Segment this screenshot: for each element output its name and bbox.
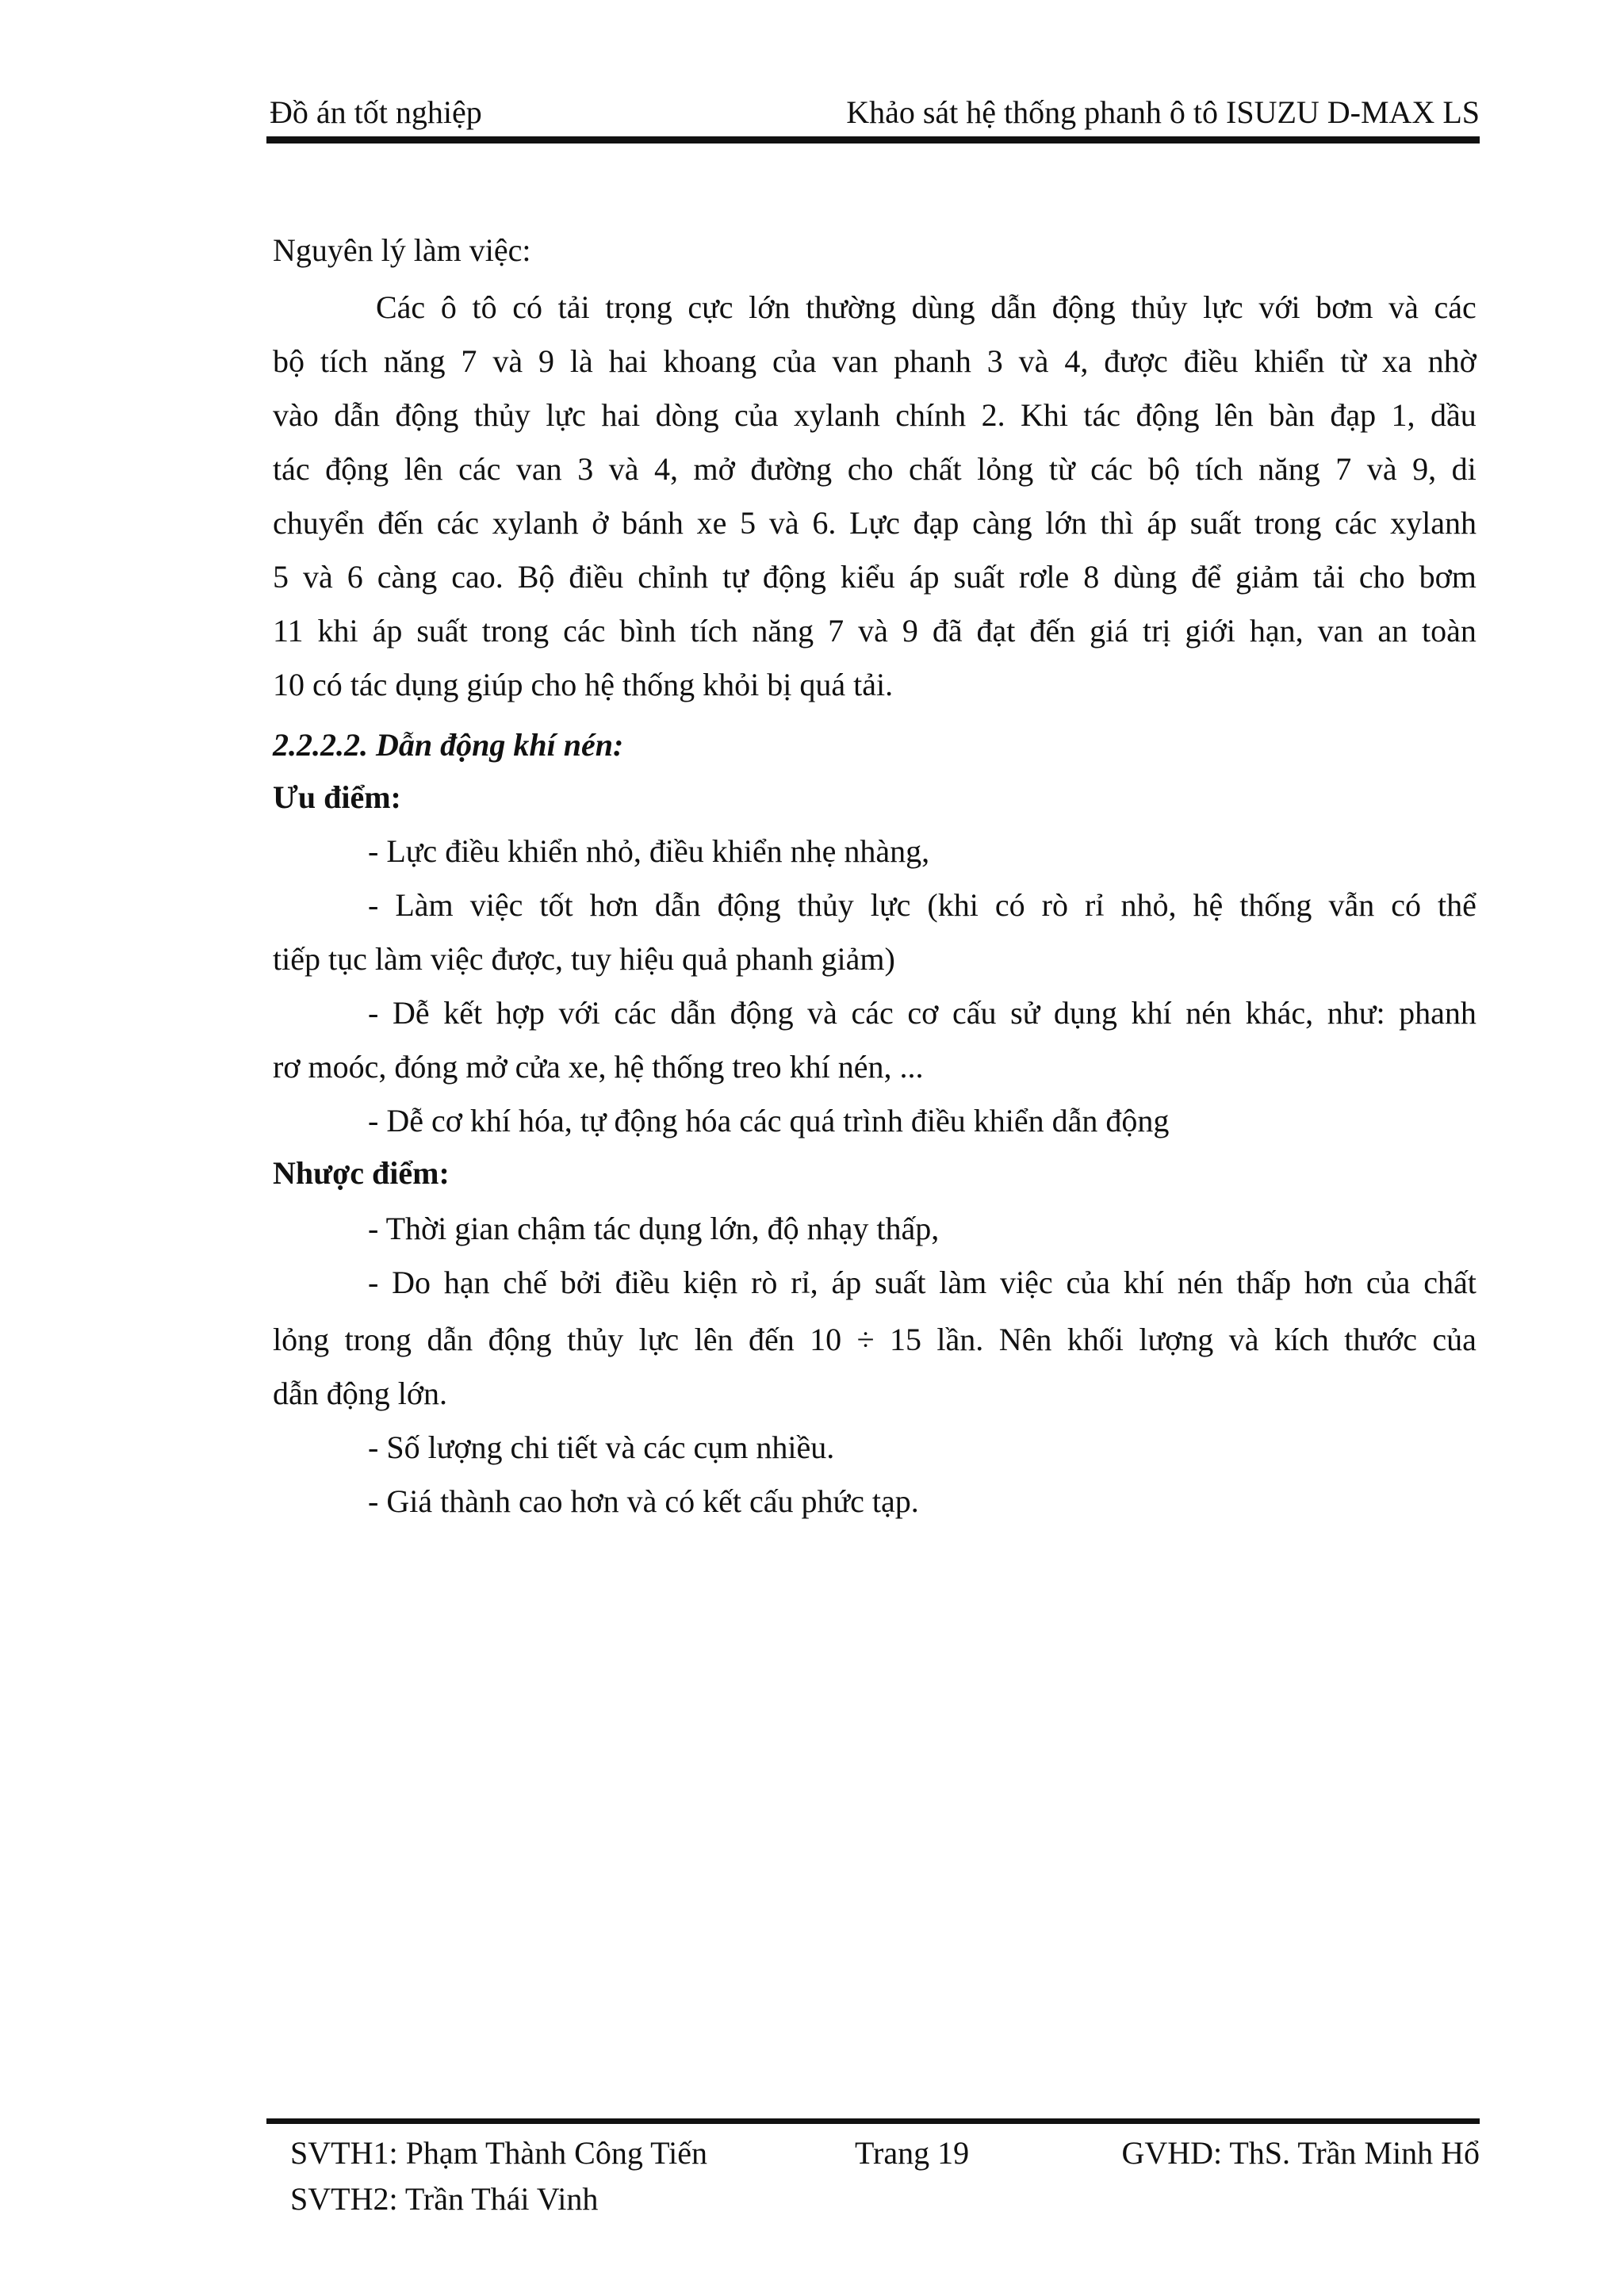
word: điều [615,1265,670,1300]
word: bộ [1147,451,1180,487]
word: và [1018,343,1049,379]
word: các [436,505,479,541]
word: suất [875,1265,926,1300]
word: thủy [1131,289,1188,325]
word: ở [592,505,609,541]
word: dầu [1430,397,1477,433]
word: động [488,1322,552,1357]
word: trong [1254,505,1322,541]
word: ÷ [856,1322,875,1357]
word: - [368,887,379,923]
word: an [1377,613,1408,649]
word: giá [1090,613,1128,649]
word: hệ [1193,887,1224,923]
word: 6 [347,559,363,595]
word: trọng [605,289,672,325]
word: của [1066,1265,1110,1300]
paragraph-line [273,504,1477,541]
word: Bộ [517,559,555,595]
word: chính [895,397,967,433]
word: 5 [740,505,756,541]
word: được [1104,343,1168,379]
word: vẫn [1328,887,1375,923]
word: dẫn [334,397,380,433]
word: kích [1274,1322,1329,1357]
footer-student-1: SVTH1: Phạm Thành Công Tiến [290,2135,707,2171]
word: rò [1041,887,1068,923]
word: năng [1258,451,1320,487]
word: bình [619,613,676,649]
word: lên [404,451,443,487]
word: động [1051,289,1116,325]
word: 11 [273,613,304,649]
word: đạt [976,613,1016,649]
word: cấu [952,995,997,1031]
word: lực [546,397,586,433]
word: dẫn [990,289,1037,325]
word: toàn [1422,613,1477,649]
footer-advisor: GVHD: ThS. Trần Minh Hổ [1121,2135,1480,2171]
word: các [1434,289,1477,325]
word: lực [1203,289,1243,325]
word: áp [1147,505,1178,541]
word: chuyển [273,505,365,541]
word: hai [601,397,641,433]
paragraph-line [273,558,1477,595]
word: trị [1142,613,1171,649]
word: và [492,343,523,379]
paragraph-line [273,342,1477,380]
word: dùng [911,289,975,325]
word: dẫn [654,887,701,923]
word: thấp [1236,1265,1292,1300]
word: suất [1189,505,1242,541]
word: tích [320,343,368,379]
word: lớn [1045,505,1087,541]
word: lần. [936,1322,984,1357]
word: 8 [1083,559,1100,595]
word: đã [932,613,963,649]
word: lỏng [273,1322,330,1357]
word: (khi [927,887,979,923]
word: khối [1067,1322,1124,1357]
word: của [734,397,779,433]
word: và [608,451,639,487]
word: tác [273,451,310,487]
word: 7 [828,613,845,649]
header-right-title: Khảo sát hệ thống phanh ô tô ISUZU D-MAX LS [846,94,1480,130]
word: thủy [473,397,530,433]
word: và [302,559,333,595]
word: các [851,995,894,1031]
word: và [768,505,799,541]
word: hai [608,343,648,379]
word: rỉ [1085,887,1105,923]
word: của [1365,1265,1411,1300]
word: động [730,995,794,1031]
word: áp [372,613,403,649]
word: bơm [1419,559,1477,595]
word: phanh [894,343,971,379]
word: 3 [986,343,1003,379]
word: như: [1327,995,1385,1031]
word: chế [503,1265,547,1300]
word: thủy [797,887,854,923]
word: chất [909,451,962,487]
word: Khi [1020,397,1068,433]
disadvantage-item-2-line3: dẫn động lớn. [273,1376,448,1411]
word: 9 [538,343,554,379]
word: làm [939,1265,987,1300]
word: đường [750,451,833,487]
word: giới [1185,613,1235,649]
word: khác, [1245,995,1314,1031]
word: 6. [812,505,837,541]
disadvantage-item-3: - Số lượng chi tiết và các cụm nhiều. [368,1429,835,1465]
word: nén [1177,1265,1224,1300]
word: điều [569,559,624,595]
word: 10 [810,1322,842,1357]
word: đến [748,1322,795,1357]
paragraph-line [273,396,1477,434]
word: đến [1029,613,1076,649]
word: tác [1083,397,1121,433]
word: dụng [1053,995,1117,1031]
word: - [368,995,379,1031]
paragraph-line [273,612,1477,649]
word: Nên [998,1322,1052,1357]
word: rỉ, [791,1265,818,1300]
word: 5 [273,559,289,595]
word: Làm [395,887,454,923]
word: rò [751,1265,778,1300]
word: thể [1438,887,1477,923]
footer-student-2: SVTH2: Trần Thái Vinh [290,2181,599,2217]
word: van [515,451,562,487]
word: bơm [1316,289,1373,325]
word: van [832,343,879,379]
word: khí [1123,1265,1164,1300]
word: và [1366,451,1397,487]
word: 4, [654,451,679,487]
word: động [717,887,781,923]
header-left-title: Đồ án tốt nghiệp [270,94,482,130]
word: lượng [1139,1322,1214,1357]
word: động [325,451,389,487]
word: đạp [913,505,959,541]
word: động [1136,397,1200,433]
word: Do [392,1265,431,1300]
word: nén [1185,995,1232,1031]
word: lực [638,1322,680,1357]
word: việc [1000,1265,1053,1300]
word: năng [383,343,446,379]
word: lớn [749,289,791,325]
word: sử [1010,995,1040,1031]
word: khí [1131,995,1172,1031]
word: xylanh [492,505,579,541]
paragraph-line [273,450,1477,488]
word: bởi [560,1265,602,1300]
word: động [762,559,826,595]
word: bộ [273,343,304,379]
word: trong [481,613,550,649]
word: bàn [1269,397,1315,433]
word: cho [847,451,894,487]
word: hạn [443,1265,490,1300]
word: các [614,995,657,1031]
word: các [1335,505,1377,541]
word: 7 [1335,451,1352,487]
word: xylanh [793,397,880,433]
disadvantages-label: Nhược điểm: [273,1155,450,1191]
paragraph-line [376,289,1477,326]
word: bánh [622,505,684,541]
word: chỉnh [638,559,709,595]
word: 1, [1391,397,1415,433]
word: với [558,995,600,1031]
paragraph-line-last: 10 có tác dụng giúp cho hệ thống khỏi bị quá tải. [273,667,894,702]
word: của [1432,1322,1477,1357]
word: van [1317,613,1364,649]
word: của [772,343,817,379]
word: vào [273,397,319,433]
word: điều [1183,343,1239,379]
word: động [395,397,459,433]
word: kết [443,995,483,1031]
word: 3 [577,451,594,487]
word: rơle [1018,559,1070,595]
word: để [1191,559,1221,595]
word: việc [469,887,523,923]
word: giảm [1235,559,1299,595]
word: dòng [655,397,719,433]
advantage-item-2-line2: tiếp tục làm việc được, tuy hiệu quả phanh giảm) [273,941,895,977]
word: và [858,613,888,649]
word: kiện [683,1265,738,1300]
word: lỏng [977,451,1034,487]
word: mở [693,451,735,487]
word: thì [1100,505,1134,541]
section-heading: 2.2.2.2. Dẫn động khí nén: [273,727,624,763]
word: ô [440,289,457,325]
word: Các [376,289,426,325]
word: hơn [1304,1265,1354,1300]
word: cao. [451,559,504,595]
word: kiểu [840,559,895,595]
disadvantage-item-2-line2 [273,1321,1477,1358]
advantage-item-2-line1 [368,886,1477,924]
word: càng [377,559,438,595]
word: chất [1423,1265,1477,1300]
footer-rule [266,2118,1480,2124]
word: thủy [567,1322,624,1357]
word: xylanh [1390,505,1477,541]
word: xe [696,505,727,541]
header-rule [266,136,1480,144]
advantage-item-3-line2: rơ moóc, đóng mở cửa xe, hệ thống treo khí nén, ... [273,1049,924,1085]
word: khoang [663,343,757,379]
word: càng [972,505,1032,541]
word: 15 [889,1322,921,1357]
word: áp [831,1265,862,1300]
word: hơn [589,887,638,923]
word: và [1228,1322,1259,1357]
word: thống [1239,887,1312,923]
word: - [368,1265,379,1300]
word: các [1090,451,1133,487]
word: lên [1214,397,1254,433]
word: từ [1048,451,1075,487]
word: có [512,289,542,325]
advantages-label: Ưu điểm: [273,779,401,815]
word: tô [472,289,497,325]
word: cơ [907,995,939,1031]
disadvantage-item-4: - Giá thành cao hơn và có kết cấu phức tạp. [368,1483,919,1519]
advantage-item-3-line1 [368,994,1477,1031]
word: có [994,887,1025,923]
word: là [569,343,593,379]
word: 2. [981,397,1005,433]
word: nhờ [1427,343,1477,379]
word: và [1388,289,1419,325]
word: tải [1312,559,1345,595]
word: 7 [461,343,477,379]
word: các [458,451,501,487]
word: các [563,613,606,649]
word: hạn, [1249,613,1304,649]
advantage-item-1: - Lực điều khiển nhỏ, điều khiển nhẹ nhàng, [368,833,930,869]
word: tích [690,613,738,649]
word: xa [1381,343,1412,379]
word: dùng [1113,559,1178,595]
word: trong [344,1322,412,1357]
word: 9 [902,613,918,649]
word: 9, [1412,451,1437,487]
footer-page-number: Trang 19 [855,2135,970,2171]
word: hợp [496,995,545,1031]
word: tải [557,289,590,325]
word: Lực [849,505,900,541]
word: 4, [1064,343,1089,379]
word: khiển [1254,343,1325,379]
word: và [807,995,837,1031]
word: thước [1344,1322,1417,1357]
word: đạp [1330,397,1377,433]
word: tự [722,559,749,595]
word: từ [1340,343,1367,379]
disadvantage-item-2-line1 [368,1264,1477,1301]
word: với [1258,289,1300,325]
word: lên [694,1322,733,1357]
principle-label: Nguyên lý làm việc: [273,232,531,268]
word: cực [688,289,733,325]
word: tốt [539,887,573,923]
word: cho [1358,559,1405,595]
word: phanh [1399,995,1477,1031]
word: tích [1195,451,1243,487]
word: áp [909,559,940,595]
word: suất [416,613,468,649]
word: Dễ [392,995,430,1031]
word: suất [953,559,1005,595]
word: thường [806,289,897,325]
word: khi [317,613,358,649]
word: đến [377,505,423,541]
word: dẫn [670,995,716,1031]
advantage-item-4: - Dễ cơ khí hóa, tự động hóa các quá trình điều khiển dẫn động [368,1103,1170,1138]
word: năng [752,613,814,649]
word: lực [870,887,911,923]
word: di [1451,451,1477,487]
disadvantage-item-1: - Thời gian chậm tác dụng lớn, độ nhạy thấp, [368,1211,940,1246]
word: dẫn [427,1322,473,1357]
word: nhỏ, [1120,887,1177,923]
word: có [1391,887,1422,923]
